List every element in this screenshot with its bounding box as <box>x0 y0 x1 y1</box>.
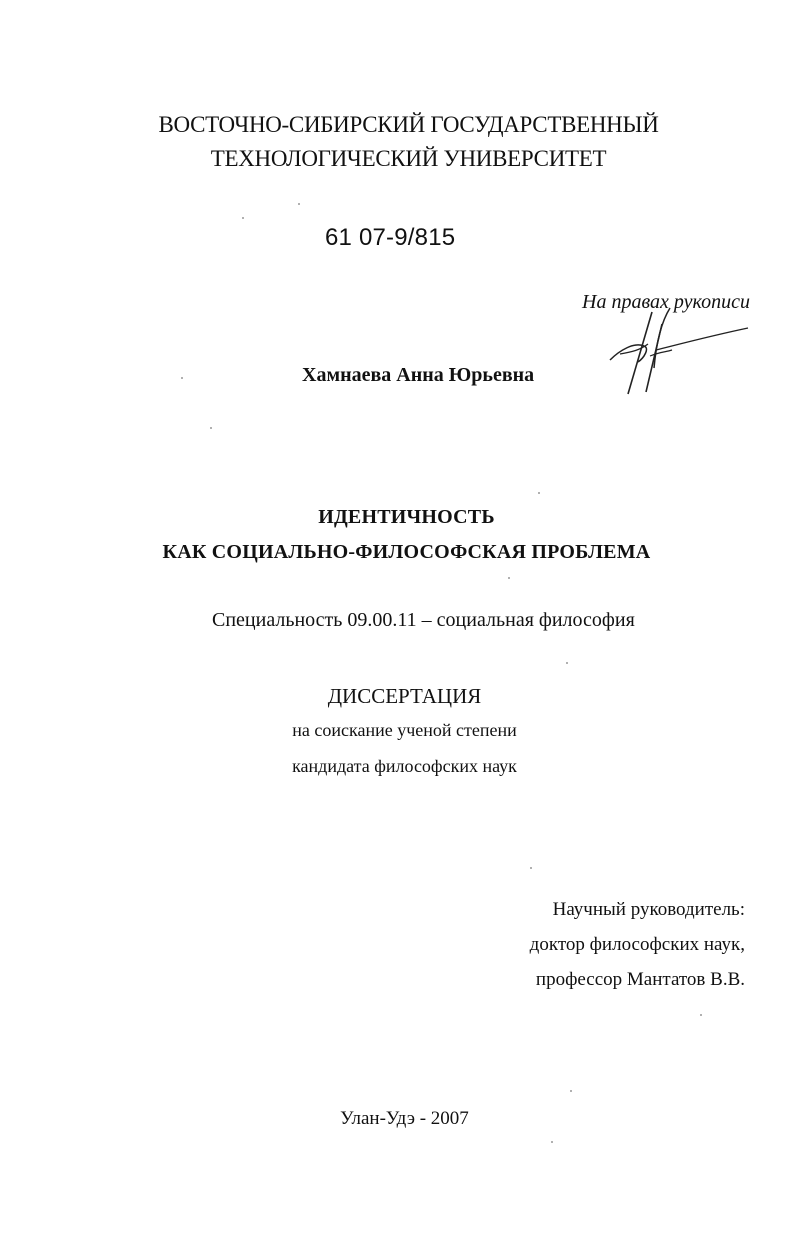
specialty-line: Специальность 09.00.11 – социальная философия <box>212 609 635 631</box>
scan-speck <box>210 427 212 429</box>
dissertation-heading: ДИССЕРТАЦИЯ <box>327 684 482 708</box>
dissertation-title-line1: ИДЕНТИЧНОСТЬ <box>318 506 495 528</box>
manuscript-rights-label: На правах рукописи <box>582 291 750 313</box>
scan-speck <box>298 203 300 205</box>
scan-speck <box>181 377 183 379</box>
dissertation-title-line2: КАК СОЦИАЛЬНО-ФИЛОСОФСКАЯ ПРОБЛЕМА <box>162 541 651 563</box>
scan-speck <box>538 492 540 494</box>
catalog-number: 61 07-9/815 <box>325 224 456 251</box>
place-year: Улан-Удэ - 2007 <box>340 1108 469 1129</box>
scan-speck <box>242 217 244 219</box>
scan-speck <box>570 1090 572 1092</box>
advisor-degree: доктор философских наук, <box>529 934 745 955</box>
scan-speck <box>508 577 510 579</box>
scan-speck <box>530 867 532 869</box>
scan-speck <box>700 1014 702 1016</box>
advisor-label: Научный руководитель: <box>552 899 745 920</box>
university-name-line1: ВОСТОЧНО-СИБИРСКИЙ ГОСУДАРСТВЕННЫЙ <box>158 112 659 137</box>
author-name: Хамнаева Анна Юрьевна <box>302 364 535 386</box>
degree-line1: на соискание ученой степени <box>292 720 517 740</box>
scan-speck <box>566 662 568 664</box>
signature-icon <box>600 306 760 398</box>
degree-line2: кандидата философских наук <box>292 756 517 776</box>
scan-speck <box>551 1141 553 1143</box>
advisor-name: профессор Мантатов В.В. <box>535 969 745 990</box>
university-name-line2: ТЕХНОЛОГИЧЕСКИЙ УНИВЕРСИТЕТ <box>210 146 607 171</box>
